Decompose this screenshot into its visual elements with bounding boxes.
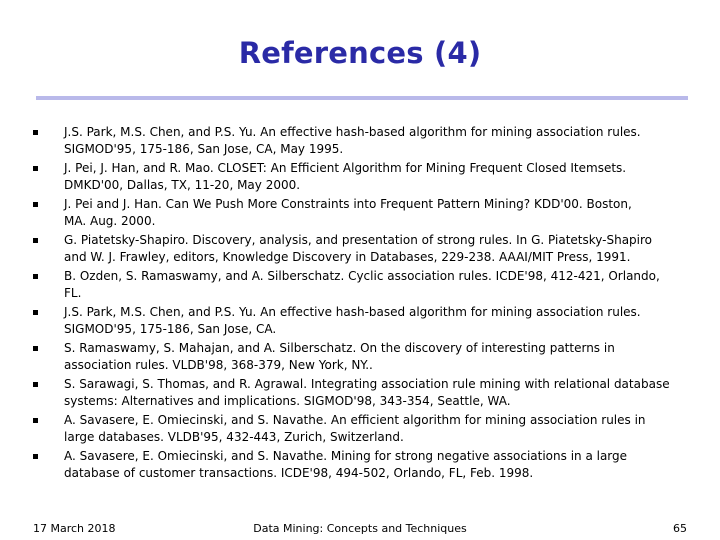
footer-course-title: Data Mining: Concepts and Techniques — [253, 522, 467, 535]
reference-item — [0, 196, 720, 232]
square-bullet-icon — [33, 454, 38, 459]
reference-item — [0, 448, 720, 484]
square-bullet-icon — [33, 310, 38, 315]
title-underline — [36, 96, 688, 100]
square-bullet-icon — [33, 418, 38, 423]
reference-item — [0, 268, 720, 304]
reference-text: S. Sarawagi, S. Thomas, and R. Agrawal. Integrating association rule mining with relational database systems: Alternatives and implications. SIGMOD'98, 343-354, Seattle, WA. — [64, 377, 670, 409]
reference-item — [0, 412, 720, 448]
footer-date: 17 March 2018 — [33, 522, 116, 535]
square-bullet-icon — [33, 130, 38, 135]
reference-item — [0, 124, 720, 160]
reference-item — [0, 304, 720, 340]
square-bullet-icon — [33, 202, 38, 207]
reference-text: J. Pei and J. Han. Can We Push More Constraints into Frequent Pattern Mining? KDD'00. Boston, MA. Aug. 2000. — [64, 197, 632, 229]
reference-text: S. Ramaswamy, S. Mahajan, and A. Silberschatz. On the discovery of interesting patterns in association rules. VLDB'98, 368-379, New York, NY.. — [64, 341, 615, 373]
square-bullet-icon — [33, 274, 38, 279]
reference-text: A. Savasere, E. Omiecinski, and S. Navathe. Mining for strong negative associations in a large database of customer transactions. ICDE'98, 494-502, Orlando, FL, Feb. 1998. — [64, 449, 628, 481]
reference-text: G. Piatetsky-Shapiro. Discovery, analysis, and presentation of strong rules. In G. Piatetsky-Shapiro and W. J. Frawley, editors, Knowledge Discovery in Databases, 229-238. AAAI/MIT Press, 1991. — [64, 233, 653, 265]
reference-text: J.S. Park, M.S. Chen, and P.S. Yu. An effective hash-based algorithm for mining association rules. SIGMOD'95, 175-186, San Jose, CA, May 1995. — [64, 125, 641, 157]
reference-text: A. Savasere, E. Omiecinski, and S. Navathe. An efficient algorithm for mining association rules in large databases. VLDB'95, 432-443, Zurich, Switzerland. — [64, 413, 646, 445]
square-bullet-icon — [33, 238, 38, 243]
slide-title: References (4) — [238, 36, 482, 70]
reference-item — [0, 376, 720, 412]
reference-list — [0, 124, 720, 484]
reference-text: B. Ozden, S. Ramaswamy, and A. Silberschatz. Cyclic association rules. ICDE'98, 412-421, Orlando, FL. — [64, 269, 660, 301]
reference-text: J.S. Park, M.S. Chen, and P.S. Yu. An effective hash-based algorithm for mining association rules. SIGMOD'95, 175-186, San Jose, CA. — [64, 305, 641, 337]
reference-item — [0, 232, 720, 268]
footer-page-number: 65 — [673, 522, 687, 535]
reference-item — [0, 340, 720, 376]
square-bullet-icon — [33, 382, 38, 387]
reference-text: J. Pei, J. Han, and R. Mao. CLOSET: An Efficient Algorithm for Mining Frequent Closed Itemsets. DMKD'00, Dallas, TX, 11-20, May 2000. — [64, 161, 627, 193]
square-bullet-icon — [33, 166, 38, 171]
reference-item — [0, 160, 720, 196]
square-bullet-icon — [33, 346, 38, 351]
